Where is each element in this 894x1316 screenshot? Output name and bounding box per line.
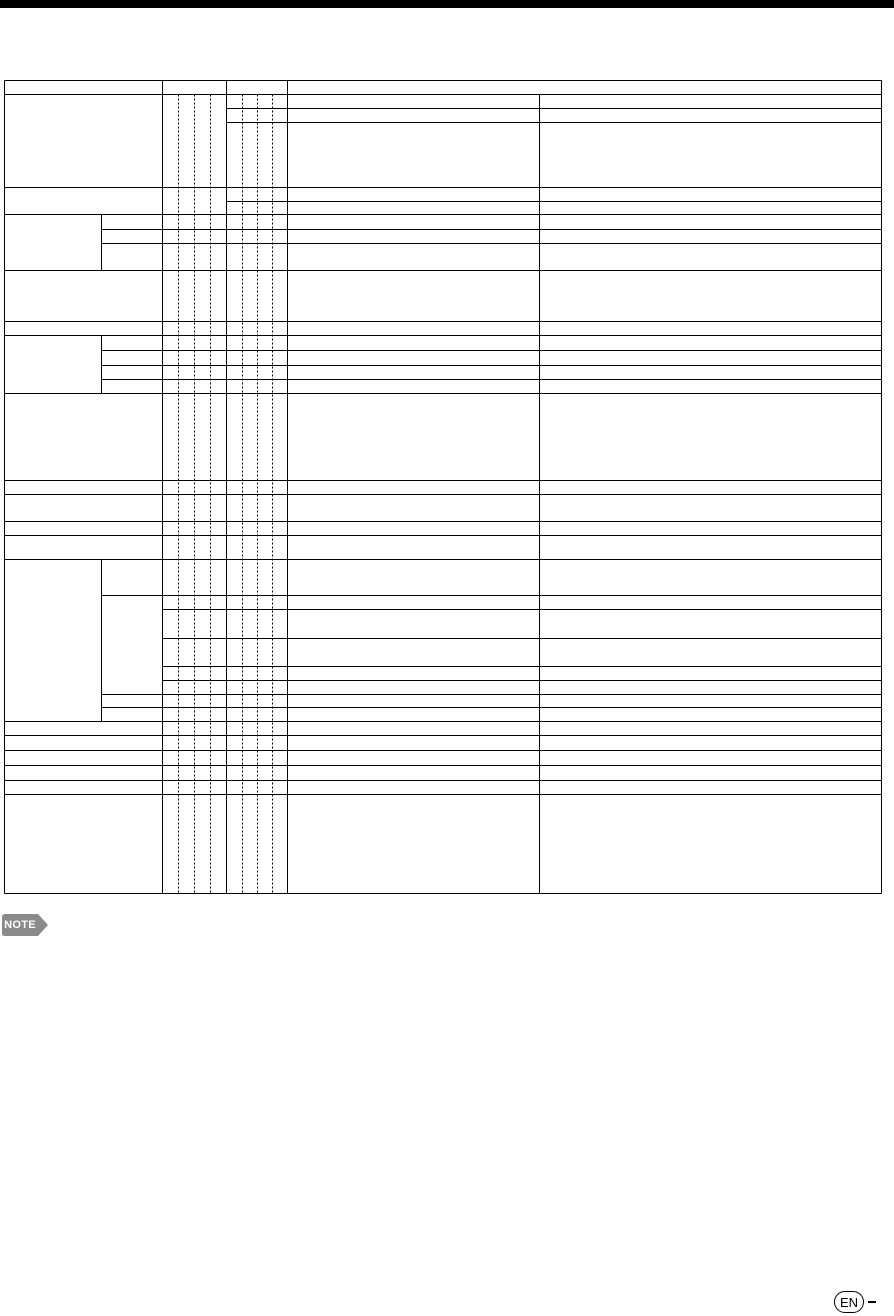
page-footer <box>834 1291 876 1313</box>
language-badge-icon <box>834 1291 864 1313</box>
page-number-dash <box>868 1301 876 1303</box>
note-badge-icon <box>2 914 48 936</box>
language-code: EN <box>839 1294 859 1310</box>
note-label: NOTE <box>4 919 36 931</box>
